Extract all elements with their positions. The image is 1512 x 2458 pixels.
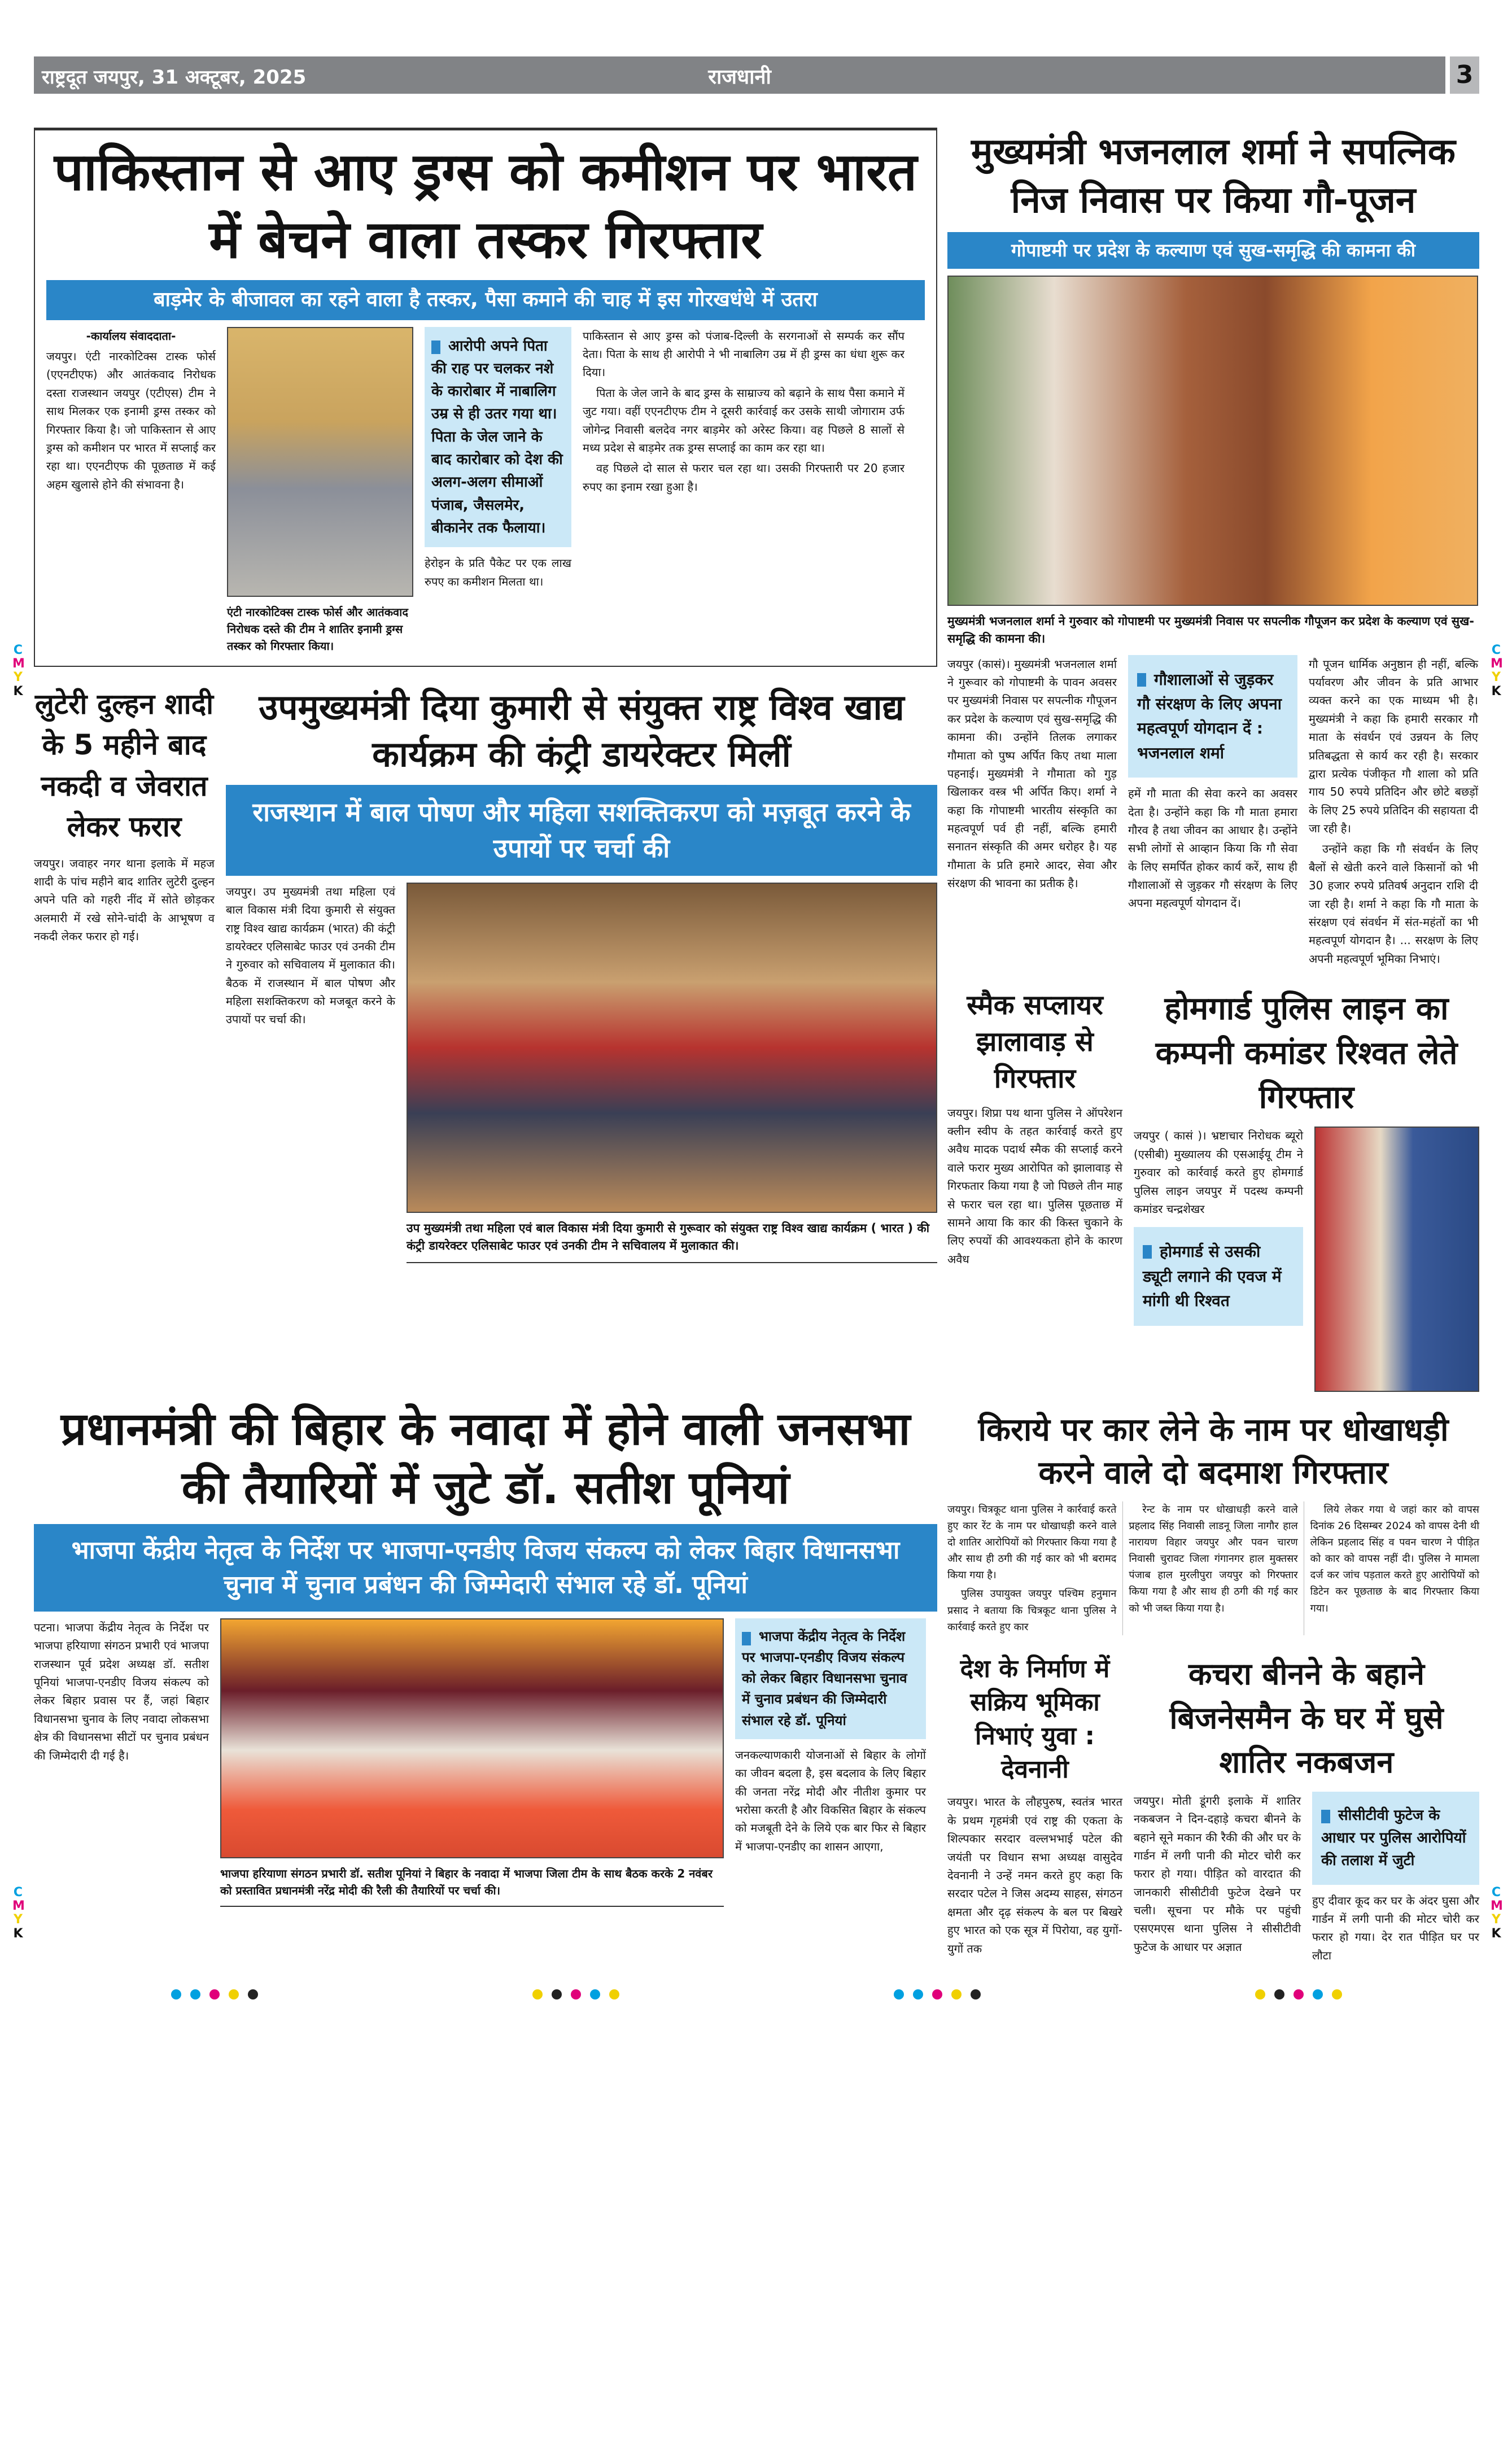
paragraph: हमें गौ माता की सेवा करने का अवसर देता है। उन्होंने कहा कि गौ माता हमारा गौरव है तथा जीवन का आधार है। उन्होंने सभी लोगों से आव्हान किया कि गौ सेवा के लिए समर्पित होकर कार्य करें, साथ ही गौशालाओं से जुड़कर गौ संरक्षण के लिए अपना महत्वपूर्ण योगदान दें। — [1128, 787, 1297, 910]
smack-headline: स्मैक सप्लायर झालावाड़ से गिरफ्तार — [967, 989, 1103, 1094]
cm-story — [947, 128, 1479, 970]
diya-columns — [226, 883, 937, 1383]
paragraph: जयपुर (कासं)। मुख्यमंत्री भजनलाल शर्मा ने गुरूवार को गोपाष्टमी के पावन अवसर पर मुख्यमंत्री निवास पर सपत्नीक गौपूजन कर प्रदेश के कल्याण एवं सुख-समृद्धि की कामना की। उन्होंने तिलक लगाकर गौमाता को पुष्प अर्पित किए तथा माला पहनाई। मुख्यमंत्री ने गौमाता को गुड़ खिलाकर वस्त्र भी अर्पित किए। शर्मा ने कहा कि गोपाष्टमी भारतीय संस्कृति का महत्वपूर्ण पर्व ही नहीं, बल्कि हमारी सनातन संस्कृति की अमर धरोहर है। यह गौमाता के प्रति हमारे आदर, सेवा और संरक्षण की भावना का प्रतीक है। — [947, 657, 1117, 890]
homeguard-pullquote: होमगार्ड से उसकी ड्यूटी लगाने की एवज में मांगी थी रिश्वत — [1134, 1227, 1303, 1325]
color-bar — [889, 1989, 985, 2002]
burglar-col-2-wrap — [1312, 1792, 1479, 1967]
smack-body — [947, 1104, 1122, 1271]
paragraph: जनकल्याणकारी योजनाओं से बिहार के लोगों का जीवन बदला है, इस बदलाव के लिए बिहार की जनता नरेंद्र मोदी और नीतीश कुमार पर भरोसा करती है और विकसित बिहार के संकल्प को मजबूती देने के लिये एक बार फिर से बिहार में भाजपा-एनडीए का शासन आएगा, — [735, 1748, 926, 1853]
paragraph: गौ पूजन धार्मिक अनुष्ठान ही नहीं, बल्कि पर्यावरण और जीवन के प्रति आभार व्यक्त करने का एक माध्यम भी है। मुख्यमंत्री ने कहा कि हमारी सरकार गौ माता के संवर्धन एवं उन्नयन के लिए प्रतिबद्धता से कार्य कर रही है। सरकार द्वारा प्रत्येक पंजीकृत गौ शाला को प्रति गाय 50 रुपये प्रतिदिन और छोटे बछड़ों के लिए 25 रुपये प्रतिदिन की सहायता दी जा रही है। — [1309, 657, 1478, 836]
lead-col-1 — [46, 327, 216, 496]
paragraph: हुए दीवार कूद कर घर के अंदर घुसा और गार्डन में लगी पानी की मोटर चोरी कर फरार हो गया। देर रात पीड़ित घर पर लौटा — [1312, 1893, 1479, 1962]
smack-story — [947, 987, 1122, 1271]
burglar-headline: कचरा बीनने के बहाने बिजनेसमैन के घर में घुसे शातिर नकबजन — [1169, 1656, 1444, 1780]
rental-story — [947, 1409, 1479, 1635]
devnani-headline: देश के निर्माण में सक्रिय भूमिका निभाएं युवा : देवनानी — [960, 1654, 1110, 1784]
paragraph: पिता के जेल जाने के बाद ड्रग्स के साम्राज्य को बढ़ाने के साथ पैसा कमाने में जुट गया। वहीं एएनटीएफ टीम ने दूसरी कार्रवाई कर उसके साथी जोगाराम उर्फ जोगेन्द्र निवासी बलदेव नगर बाड़मेर को अरेस्ट किया। वह पिछले 8 सालों से मध्य प्रदेश से बाड़मेर तक ड्रग्स सप्लाई का काम कर रहा था। — [583, 386, 904, 455]
byline: -कार्यालय संवाददाता- — [86, 329, 176, 343]
paragraph: जयपुर। शिप्रा पथ थाना पुलिस ने ऑपरेशन क्लीन स्वीप के तहत कार्रवाई करते हुए अवैध मादक पदार्थ स्मैक की सप्लाई करने वाले फरार मुख्य आरोपित को झालावाड़ से गिरफतार किया गया है जो पिछले तीन माह से फरार चल रहा था। पुलिस पूछताछ में सामने आया कि कार की किस्त चुकाने के लिए रुपयों की आवश्यकता होने के कारण अवैध — [947, 1106, 1122, 1266]
cmyk-registration-mark: C M Y K — [1491, 643, 1503, 698]
cmyk-registration-mark: C M Y K — [12, 643, 25, 698]
paragraph: जयपुर। चित्रकूट थाना पुलिस ने कार्रवाई करते हुए कार रेंट के नाम पर धोखाधड़ी करने वाले दो शातिर आरोपियों को गिरफ्तार किया गया है और साथ ही ठगी की गई कार को भी बरामद किया गया है। — [947, 1503, 1117, 1582]
rental-body — [947, 1501, 1479, 1635]
burglar-pullquote: सीसीटीवी फुटेज के आधार पर पुलिस आरोपियों की तलाश में जुटी — [1312, 1792, 1479, 1885]
bihar-subhead: भाजपा केंद्रीय नेतृत्व के निर्देश पर भाजपा-एनडीए विजय संकल्प को लेकर बिहार विधानसभा चुनाव में चुनाव प्रबंधन की जिम्मेदारी संभाल रहे डॉ. पूनियां — [34, 1524, 937, 1612]
diya-photo-caption: उप मुख्यमंत्री तथा महिला एवं बाल विकास मंत्री दिया कुमारी से गुरूवार को संयुक्त राष्ट्र विश्व खाद्य कार्यक्रम ( भारत ) की कंट्री डायरेक्टर एलिसाबेट फाउर एवं उनकी टीम ने सचिवालय में मुलाकात की। — [407, 1221, 930, 1253]
burglar-col-1 — [1134, 1792, 1301, 1959]
bihar-photo-caption: भाजपा हरियाणा संगठन प्रभारी डॉ. सतीश पूनियां ने बिहार के नवादा में भाजपा जिला टीम के साथ बैठक करके 2 नवंबर को प्रस्तावित प्रधानमंत्री नरेंद्र मोदी की रैली की तैयारियों पर चर्चा की। — [220, 1866, 713, 1897]
cm-headline: मुख्यमंत्री भजनलाल शर्मा ने सपत्निक निज निवास पर किया गौ-पूजन — [971, 131, 1456, 222]
right-column — [947, 128, 1479, 1967]
color-bar — [1251, 1989, 1347, 2002]
paragraph: वह पिछले दो साल से फरार चल रहा था। उसकी गिरफ्तारी पर 20 हजार रुपए का इनाम रखा हुआ है। — [583, 461, 904, 494]
color-bar-row — [34, 1989, 1479, 2002]
bullet-square-icon — [742, 1632, 751, 1645]
bride-diya-row — [34, 684, 937, 1383]
diya-headline: उपमुख्यमंत्री दिया कुमारी से संयुक्त राष्ट्र विश्व खाद्य कार्यक्रम की कंट्री डायरेक्टर मिलीं — [259, 686, 904, 775]
diya-col-1 — [226, 883, 395, 1031]
cm-col-2 — [1128, 655, 1297, 915]
paragraph: हेरोइन के प्रति पैकेट पर एक लाख रुपए का कमीशन मिलता था। — [425, 556, 571, 588]
burglar-story — [1134, 1652, 1479, 1967]
color-bar — [528, 1989, 624, 2002]
cm-columns — [947, 655, 1479, 971]
homeguard-headline: होमगार्ड पुलिस लाइन का कम्पनी कमांडर रिश्वत लेते गिरफ्तार — [1155, 990, 1458, 1116]
burglar-columns — [1134, 1792, 1479, 1967]
bihar-photo-block — [220, 1618, 724, 1907]
smack-homeguard-row — [947, 987, 1479, 1392]
edition-date: राष्ट्रदूत जयपुर, 31 अक्टूबर, 2025 — [42, 66, 307, 89]
rental-headline: किराये पर कार लेने के नाम पर धोखाधड़ी करने वाले दो बदमाश गिरफ्तार — [978, 1412, 1449, 1491]
lead-photo-caption: एंटी नारकोटिक्स टास्क फोर्स और आतंकवाद निरोधक दस्ते की टीम ने शातिर इनामी ड्रग्स तस्कर को गिरफ्तार किया। — [227, 605, 408, 653]
devnani-burglar-row — [947, 1652, 1479, 1967]
bride-headline: लुटेरी दुल्हन शादी के 5 महीने बाद नकदी व जेवरात लेकर फरार — [34, 687, 214, 844]
bullet-square-icon — [1137, 673, 1146, 687]
devnani-body — [947, 1793, 1122, 1960]
bihar-col-3-text — [735, 1746, 926, 1858]
paragraph: जयपुर। उप मुख्यमंत्री तथा महिला एवं बाल विकास मंत्री दिया कुमारी से संयुक्त राष्ट्र विश्व खाद्य कार्यक्रम (भारत) की कंट्री डायरेक्टर एलिसाबेट फाउर एवं उनकी टीम ने गुरुवार को सचिवालय में मुलाकात की। बैठक में राजस्थान में बाल पोषण और महिला सशक्तिकरण को मजबूत करने के उपायों पर चर्चा की। — [226, 884, 395, 1027]
cm-pullquote: गौशालाओं से जुड़कर गौ संरक्षण के लिए अपना महत्वपूर्ण योगदान दें : भजनलाल शर्मा — [1128, 655, 1297, 778]
cm-photo-caption: मुख्यमंत्री भजनलाल शर्मा ने गुरुवार को गोपाष्टमी पर मुख्यमंत्री निवास पर सपत्नीक गौपूजन कर प्रदेश के कल्याण एवं सुख-समृद्धि की कामना की। — [947, 614, 1474, 646]
diya-story — [226, 684, 937, 1383]
photo-bjp-meeting — [220, 1618, 724, 1858]
bullet-square-icon — [431, 340, 440, 354]
cm-col-2-text — [1128, 784, 1297, 915]
diya-photo-block — [407, 883, 937, 1383]
lead-pullquote: आरोपी अपने पिता की राह पर चलकर नशे के कारोबार में नाबालिग उम्र से ही उतर गया था। पिता के जेल जाने के बाद कारोबार को देश की अलग-अलग सीमाओं पंजाब, जैसलमेर, बीकानेर तक फैलाया। — [425, 327, 571, 548]
paragraph: जयपुर ( कासं )। भ्रष्टाचार निरोधक ब्यूरो (एसीबी) मुख्यालय की एसआईयू टीम ने गुरुवार को कार्रवाई करते हुए होमगार्ड पुलिस लाइन जयपुर में पदस्थ कम्पनी कमांडर चन्द्रशेखर — [1134, 1129, 1303, 1216]
homeguard-story — [1134, 987, 1479, 1392]
diya-subhead: राजस्थान में बाल पोषण और महिला सशक्तिकरण को मज़बूत करने के उपायों पर चर्चा की — [226, 785, 937, 876]
paragraph: जयपुर। मोती डूंगरी इलाके में शातिर नकबजन ने दिन-दहाड़े कचरा बीनने के बहाने सूने मकान की रैकी की और घर के गार्डन में लगी पानी की मोटर चोरी कर फरार हो गया। पीड़ित को वारदात की जानकारी सीसीटीवी फुटेज देखने पर चली। सूचना पर मौके पर पहुंची एसएमएस थाना पुलिस ने सीसीटीवी फुटेज के आधार पर अज्ञात — [1134, 1793, 1301, 1954]
lead-columns — [46, 327, 925, 654]
page-body — [34, 128, 1479, 1967]
photo-arrested-smuggler — [227, 327, 413, 597]
bihar-col-3 — [735, 1618, 926, 1858]
cmyk-registration-mark: C M Y K — [1491, 1885, 1503, 1941]
section-name: राजधानी — [708, 66, 771, 89]
homeguard-columns — [1134, 1127, 1479, 1392]
burglar-col-2 — [1312, 1892, 1479, 1967]
photo-gau-pujan — [947, 276, 1478, 606]
diya-body-cols — [407, 1270, 937, 1383]
paragraph: उन्होंने कहा कि गौ संवर्धन के लिए बैलों से खेती करने वाले किसानों को भी 30 हजार रुपये प्रतिवर्ष अनुदान राशि दी जा रही है। शर्मा ने कहा कि गौ माता के संरक्षण एवं संवर्धन में संत-महंतों का भी महत्वपूर्ण योगदान है। ... सरक्षण के लिए अपनी महत्वपूर्ण भूमिका निभाएं। — [1309, 842, 1478, 966]
color-bar — [167, 1989, 263, 2002]
bihar-col-1 — [34, 1618, 209, 1767]
cm-col-3 — [1309, 655, 1478, 971]
photo-diya-kumari-meeting — [407, 883, 937, 1213]
cm-col-1 — [947, 655, 1117, 895]
paragraph: पाकिस्तान से आए ड्रग्स को पंजाब-दिल्ली के सरगनाओं से सम्पर्क कर सौंप देता। पिता के साथ ही आरोपी ने भी नाबालिग उम्र में ही ड्रग्स का धंधा शुरू कर दिया। — [583, 329, 904, 379]
divider — [220, 1906, 724, 1907]
lead-col-2 — [227, 327, 413, 654]
paragraph: जयपुर। जवाहर नगर थाना इलाके में महज शादी के पांच महीने बाद शातिर लुटेरी दुल्हन अपने पति को गहरी नींद में सोते छोड़कर अलमारी में रखे सोने-चांदी के आभूषण व नकदी लेकर फरार हो गई। — [34, 856, 215, 944]
bullet-square-icon — [1143, 1245, 1152, 1259]
bihar-pullquote: भाजपा केंद्रीय नेतृत्व के निर्देश पर भाजपा-एनडीए विजय संकल्प को लेकर बिहार विधानसभा चुनाव में चुनाव प्रबंधन की जिम्मेदारी संभाल रहे डॉ. पूनियां — [735, 1618, 926, 1739]
homeguard-body — [1134, 1127, 1303, 1220]
devnani-story — [947, 1652, 1122, 1960]
bihar-columns — [34, 1618, 937, 1907]
paragraph: जयपुर। एंटी नारकोटिक्स टास्क फोर्स (एएनटीएफ) और आतंकवाद निरोधक दस्ता राजस्थान जयपुर (एटीएस) टीम ने साथ मिलकर एक इनामी ड्रग्स तस्कर को गिरफ्तार किया है। जो पाकिस्तान से आए ड्रग्स को कमीशन पर भारत में सप्लाई कर रहा था। एएनटीएफ की पूछताछ में कई अहम खुलासे होने की संभावना है। — [46, 349, 216, 491]
lead-col-4 — [583, 327, 904, 499]
left-column — [34, 128, 937, 1907]
page-header — [34, 56, 1445, 94]
paragraph: रेन्ट के नाम पर धोखाधड़ी करने वाले प्रहलाद सिंह निवासी लाडनू जिला नागौर हाल नारायण विहार जयपुर और पवन चारण निवासी चुरावट जिला गंगानगर हाल मुक्तसर पंजाब हाल मुरलीपुरा जयपुर को गिरफ्तार किया गया है और साथ ही ठगी की गई कार को भी जब्त किया गया है। — [1129, 1503, 1298, 1614]
bihar-story — [34, 1400, 937, 1907]
photo-company-commander — [1314, 1127, 1479, 1392]
cmyk-registration-mark: C M Y K — [12, 1885, 25, 1941]
paragraph: लिये लेकर गया थे जहां कार को वापस दिनांक 26 दिसम्बर 2024 को वापस देनी थी लेकिन प्रहलाद सिंह व पवन चारण ने पीड़ित को कार को वापस नहीं दी। पुलिस ने मामला दर्ज कर जांच पड़ताल करते हुए आरोपियों को डिटेन कर पूछताछ के बाद गिरफ्तार किया गया। — [1310, 1503, 1479, 1614]
lead-headline: पाकिस्तान से आए ड्रग्स को कमीशन पर भारत में बेचने वाला तस्कर गिरफ्तार — [54, 142, 917, 270]
bride-body — [34, 854, 215, 948]
lead-col-3-text — [425, 554, 571, 593]
divider — [407, 1262, 937, 1263]
lead-col-3 — [425, 327, 571, 593]
bihar-headline: प्रधानमंत्री की बिहार के नवादा में होने वाली जनसभा की तैयारियों में जुटे डॉ. सतीश पूनियां — [60, 1402, 911, 1514]
page-header-row — [34, 56, 1479, 94]
page-number: 3 — [1450, 56, 1479, 94]
lead-story-frame — [34, 128, 937, 667]
lead-subhead: बाड़मेर के बीजावल का रहने वाला है तस्कर, पैसा कमाने की चाह में इस गोरखधंधे में उतरा — [46, 280, 925, 320]
paragraph: पटना। भाजपा केंद्रीय नेतृत्व के निर्देश पर भाजपा हरियाणा संगठन प्रभारी एवं भाजपा राजस्थान पूर्व प्रदेश अध्यक्ष डॉ. सतीश पूनियां भाजपा-एनडीए विजय संकल्प को लेकर बिहार प्रवास पर हैं, जहां बिहार विधानसभा चुनाव के लिए नवादा लोकसभा क्षेत्र की विधानसभा सीटों पर चुनाव प्रबंधन की जिम्मेदारी दी गई है। — [34, 1620, 209, 1762]
paragraph: जयपुर। भारत के लौहपुरुष, स्वतंत्र भारत के प्रथम गृहमंत्री एवं राष्ट्र की एकता के शिल्पकार सरदार वल्लभभाई पटेल की जयंती पर विधान सभा अध्यक्ष वासुदेव देवनानी ने उन्हें नमन करते हुए कहा कि सरदार पटेल ने जिस अदम्य साहस, संगठन क्षमता और दृढ़ संकल्प के बल पर बिखरे हुए भारत को एक सूत्र में पिरोया, वह युगों-युगों तक — [947, 1795, 1122, 1955]
cm-subhead: गोपाष्टमी पर प्रदेश के कल्याण एवं सुख-समृद्धि की कामना की — [947, 232, 1479, 269]
paragraph: पुलिस उपायुक्त जयपुर पश्चिम हनुमान प्रसाद ने बताया कि चित्रकूट थाना पुलिस ने कार्रवाई करते हुए कार — [947, 1588, 1117, 1633]
bride-story — [34, 684, 215, 948]
bullet-square-icon — [1321, 1810, 1330, 1823]
homeguard-text-col — [1134, 1127, 1303, 1325]
